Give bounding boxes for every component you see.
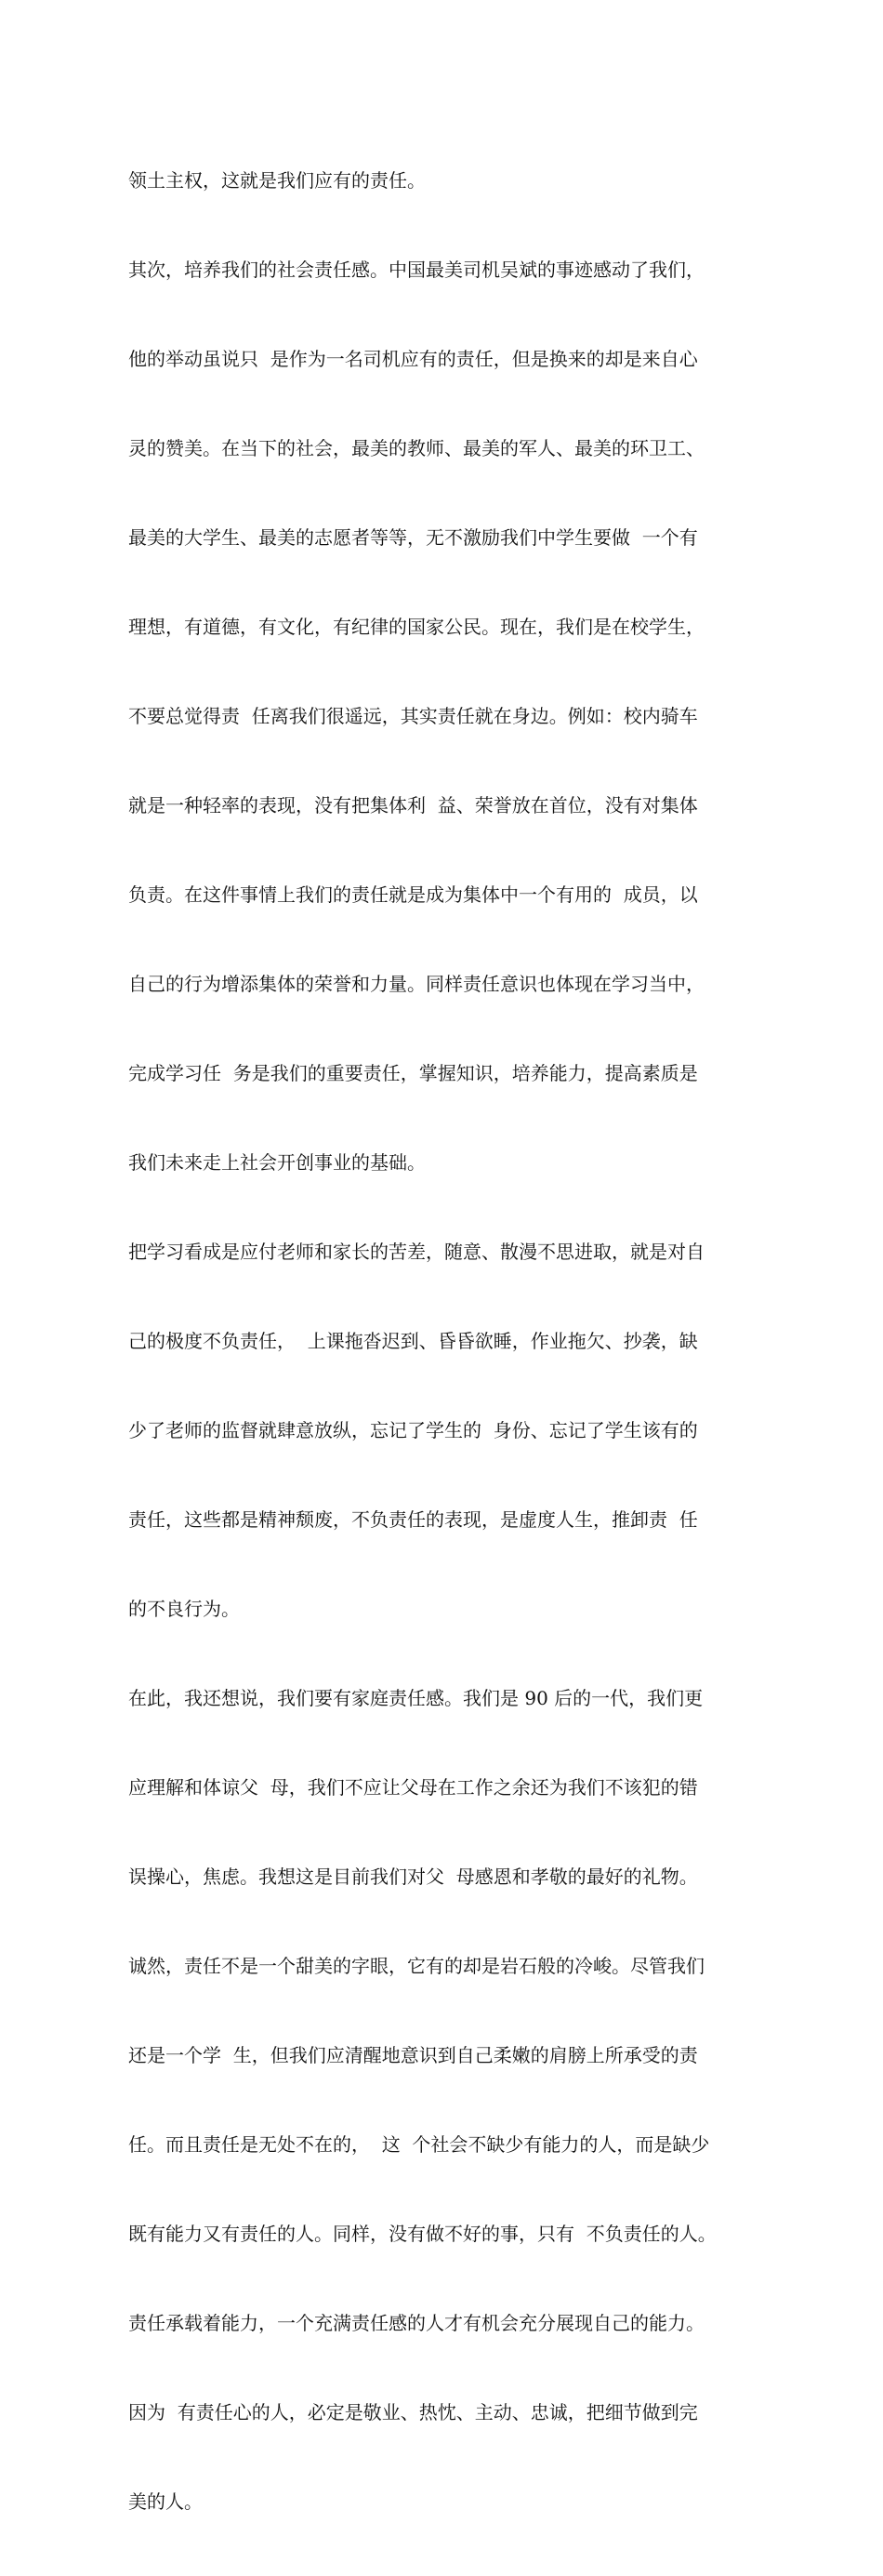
text-line: 责任承载着能力，一个充满责任感的人才有机会充分展现自己的能力。 [128,2312,705,2334]
text-line: 就是一种轻率的表现，没有把集体利 益、荣誉放在首位，没有对集体 [128,794,698,817]
text-line: 责任，这些都是精神颓废，不负责任的表现，是虚度人生，推卸责 任 [128,1508,698,1531]
body-text [128,106,779,2576]
text-line: 诚然，责任不是一个甜美的字眼，它有的却是岩石般的冷峻。尽管我们 [128,1955,705,1977]
text-line: 少了老师的监督就肆意放纵，忘记了学生的 身份、忘记了学生该有的 [128,1419,698,1441]
text-line: 把学习看成是应付老师和家长的苦差，随意、散漫不思进取，就是对自 [128,1241,705,1263]
text-line: 己的极度不负责任， 上课拖沓迟到、昏昏欲睡，作业拖欠、抄袭，缺 [128,1330,698,1352]
text-line: 还是一个学 生，但我们应清醒地意识到自己柔嫩的肩膀上所承受的责 [128,2044,698,2066]
text-line: 不要总觉得责 任离我们很遥远，其实责任就在身边。例如：校内骑车 [128,705,698,727]
text-line: 理想，有道德，有文化，有纪律的国家公民。现在，我们是在校学生， [128,616,705,638]
text-line: 既有能力又有责任的人。同样，没有做不好的事，只有 不负责任的人。 [128,2223,717,2245]
text-line: 因为 有责任心的人，必定是敬业、热忱、主动、忠诚，把细节做到完 [128,2401,698,2423]
text-line: 最美的大学生、最美的志愿者等等，无不激励我们中学生要做 一个有 [128,526,698,549]
text-line: 负责。在这件事情上我们的责任就是成为集体中一个有用的 成员，以 [128,883,698,906]
text-line: 美的人。 [128,2490,203,2513]
text-line: 其次，培养我们的社会责任感。中国最美司机吴斌的事迹感动了我们， [128,259,705,281]
text-line: 完成学习任 务是我们的重要责任，掌握知识，培养能力，提高素质是 [128,1062,698,1084]
text-line: 领土主权，这就是我们应有的责任。 [128,169,426,192]
text-line: 任。而且责任是无处不在的， 这 个社会不缺少有能力的人，而是缺少 [128,2133,710,2156]
text-line: 的不良行为。 [128,1598,240,1620]
text-line: 灵的赞美。在当下的社会，最美的教师、最美的军人、最美的环卫工、 [128,437,705,459]
text-line: 他的举动虽说只 是作为一名司机应有的责任，但是换来的却是来自心 [128,348,698,370]
text-line: 在此，我还想说，我们要有家庭责任感。我们是 90 后的一代，我们更 [128,1687,704,1709]
text-line: 自己的行为增添集体的荣誉和力量。同样责任意识也体现在学习当中， [128,973,705,995]
text-line: 误操心，焦虑。我想这是目前我们对父 母感恩和孝敬的最好的礼物。 [128,1866,698,1888]
text-line: 应理解和体谅父 母，我们不应让父母在工作之余还为我们不该犯的错 [128,1776,698,1799]
text-line: 我们未来走上社会开创事业的基础。 [128,1151,426,1174]
